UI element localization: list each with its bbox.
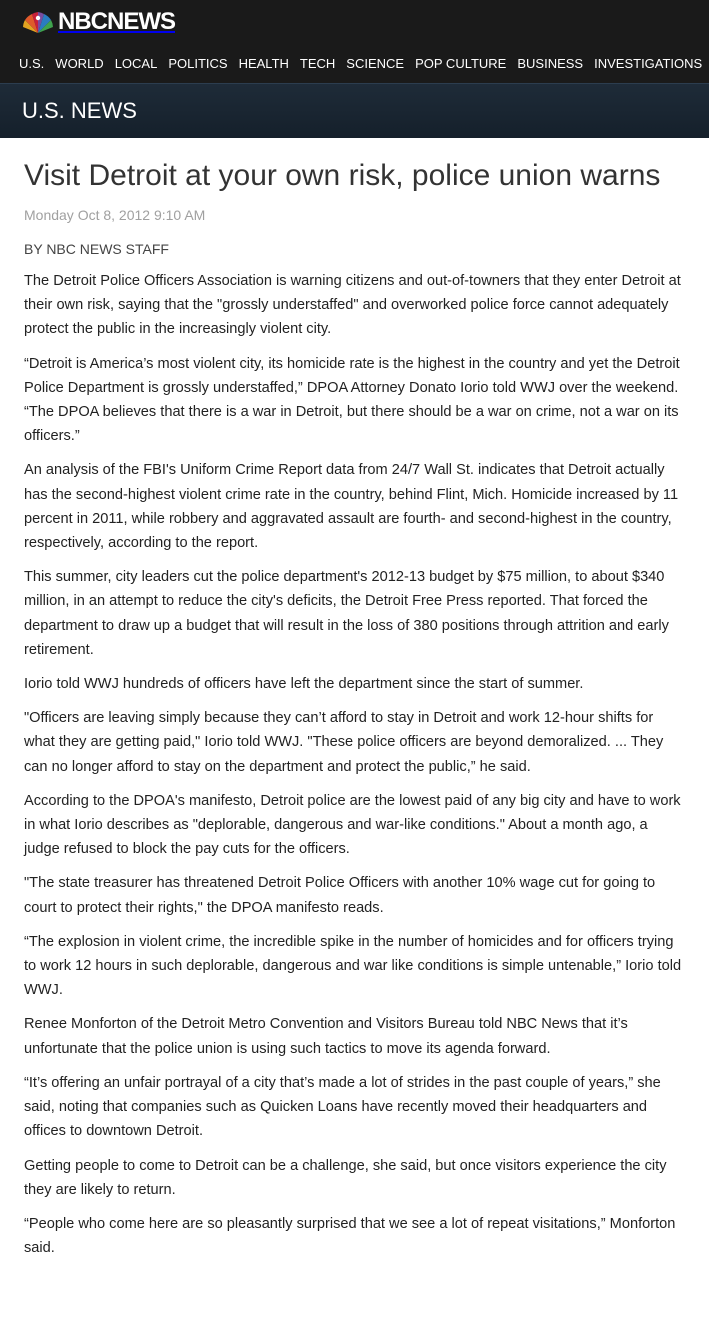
- main-nav: [19, 56, 702, 72]
- article-paragraph: “People who come here are so pleasantly surprised that we see a lot of repeat visitations,” Monforton said.: [24, 1215, 676, 1257]
- nbc-news-logo[interactable]: [20, 7, 175, 37]
- article-paragraph: Renee Monforton of the Detroit Metro Convention and Visitors Bureau told NBC News that it’s unfortunate that the police union is using such tactics to move its agenda forward.: [24, 1016, 628, 1057]
- article-paragraph: “The explosion in violent crime, the incredible spike in the number of homicides and for officers trying to work 12 hours in such deplorable, dangerous and war like conditions is simple untenable,” Iorio told WWJ.: [24, 933, 682, 999]
- article-paragraph: "Officers are leaving simply because they can’t afford to stay in Detroit and work 12-hour shifts for what they are getting paid," Iorio told WWJ. "These police officers are beyond demoralized. ... They can no longer afford to stay on the department and protect the public,” he said.: [24, 710, 664, 775]
- article-paragraph: The Detroit Police Officers Association is warning citizens and out-of-towners that they enter Detroit at their own risk, saying that the "grossly understaffed" and overworked police force cannot adequately protect the public in the increasingly violent city.: [24, 273, 681, 338]
- article-paragraph: Iorio told WWJ hundreds of officers have left the department since the start of summer.: [24, 676, 584, 693]
- nav-item-pop-culture[interactable]: POP CULTURE: [415, 56, 507, 71]
- article-paragraph: According to the DPOA's manifesto, Detroit police are the lowest paid of any big city and have to work in what Iorio describes as "deplorable, dangerous and war-like conditions." About a month ago, a judge refused to block the pay cuts for the officers.: [24, 792, 681, 858]
- nav-item-politics[interactable]: POLITICS: [168, 56, 228, 71]
- nav-item-us[interactable]: U.S.: [19, 56, 45, 71]
- article-paragraph: "The state treasurer has threatened Detroit Police Officers with another 10% wage cut for going to court to protect their rights," the DPOA manifesto reads.: [24, 875, 656, 916]
- article-body: [24, 269, 685, 1260]
- brand-name: NBCNEWS: [58, 8, 175, 35]
- article-paragraph: “It’s offering an unfair portrayal of a city that’s made a lot of strides in the past couple of years,” she said, noting that companies such as Quicken Loans have recently moved their headquarters and offices to downtown Detroit.: [24, 1074, 661, 1140]
- nav-item-health[interactable]: HEALTH: [238, 56, 289, 71]
- article: [0, 138, 709, 1260]
- section-banner: [0, 83, 709, 138]
- section-title[interactable]: U.S. NEWS: [22, 98, 137, 123]
- nav-item-business[interactable]: BUSINESS: [517, 56, 584, 71]
- article-paragraph: This summer, city leaders cut the police department's 2012-13 budget by $75 million, to about $340 million, in an attempt to reduce the city's deficits, the Detroit Free Press reported. That forced the department to draw up a budget that will result in the loss of 380 positions through attrition and early retirement.: [24, 569, 669, 658]
- article-date: Monday Oct 8, 2012 9:10 AM: [24, 207, 206, 223]
- article-paragraph: An analysis of the FBI's Uniform Crime Report data from 24/7 Wall St. indicates that Detroit actually has the second-highest violent crime rate in the country, behind Flint, Mich. Homicide increased by 11 percent in 2011, while robbery and aggravated assault are fourth- and second-highest in the country, respectively, according to the report.: [24, 462, 679, 552]
- nav-item-world[interactable]: WORLD: [55, 56, 104, 71]
- nbc-peacock-icon: [20, 9, 56, 35]
- article-paragraph: Getting people to come to Detroit can be a challenge, she said, but once visitors experience the city they are likely to return.: [24, 1157, 667, 1198]
- nav-item-science[interactable]: SCIENCE: [346, 56, 405, 71]
- site-header: [0, 0, 709, 83]
- article-paragraph: “Detroit is America’s most violent city, its homicide rate is the highest in the country and yet the Detroit Police Department is grossly understaffed,” DPOA Attorney Donato Iorio told WWJ over the weekend. “The DPOA believes that there is a war in Detroit, but there should be a war on crime, not a war on its officers.”: [24, 355, 680, 445]
- nav-item-local[interactable]: LOCAL: [114, 56, 158, 71]
- article-headline: Visit Detroit at your own risk, police union warns: [24, 159, 661, 192]
- nav-item-investigations[interactable]: INVESTIGATIONS: [594, 56, 703, 71]
- article-byline: BY NBC NEWS STAFF: [24, 241, 169, 257]
- nav-item-tech[interactable]: TECH: [299, 56, 336, 71]
